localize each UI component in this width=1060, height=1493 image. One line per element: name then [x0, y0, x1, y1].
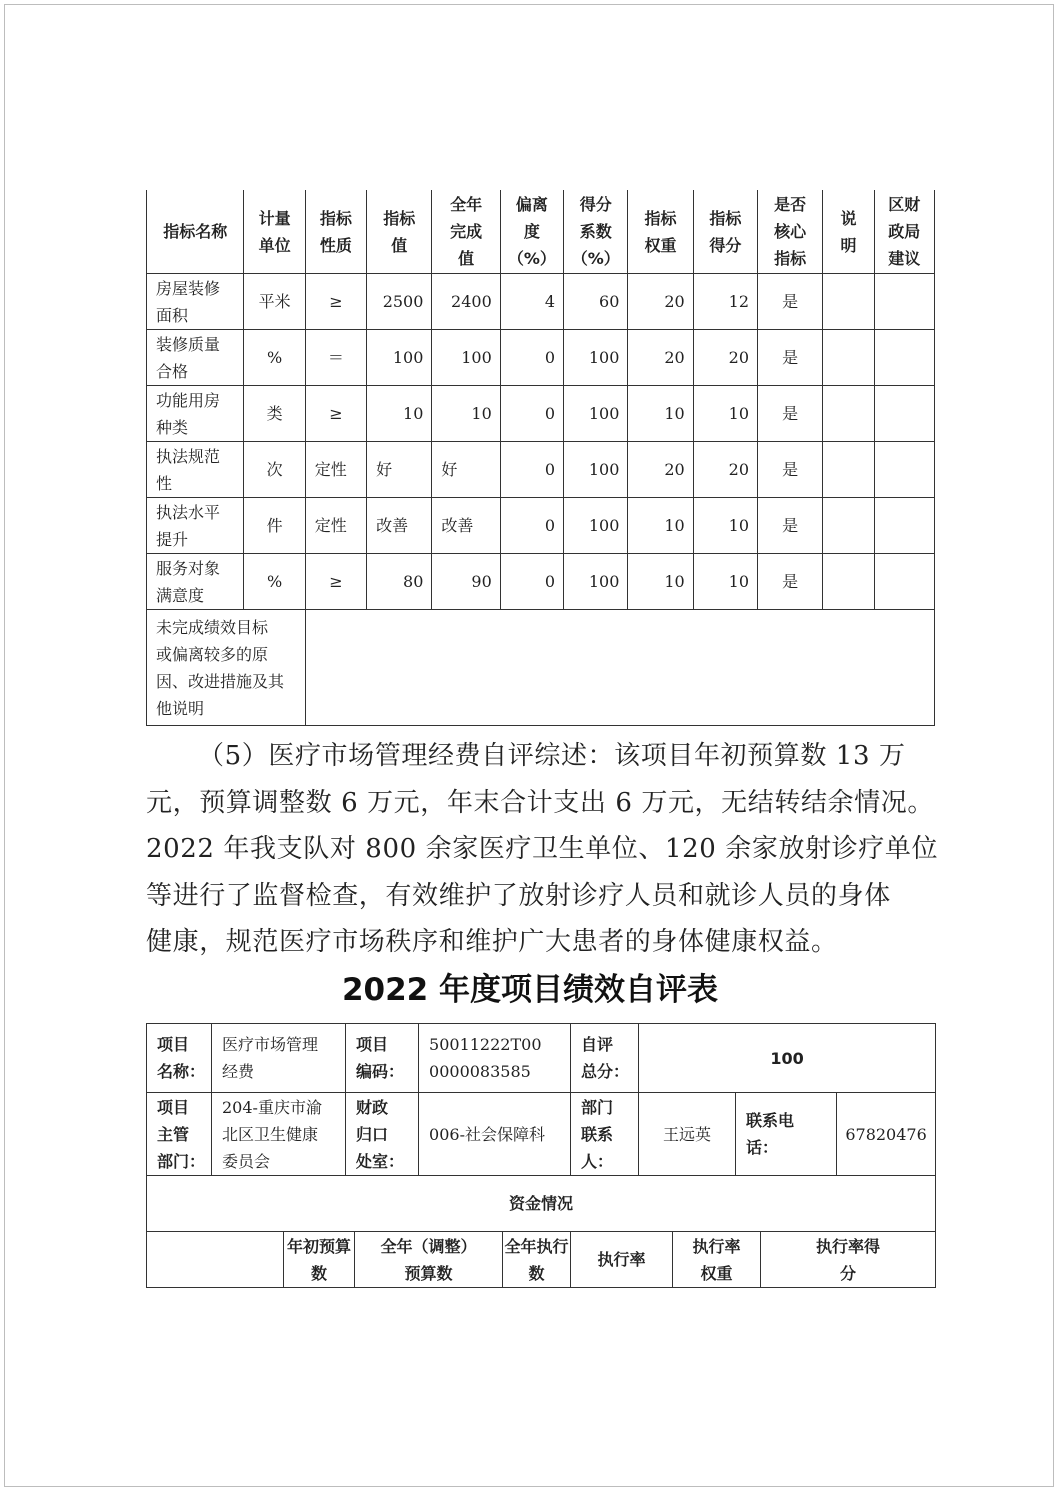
funds-header-initial-budget: 年初预算数 [284, 1232, 355, 1288]
deviation-cell: 0 [500, 498, 563, 554]
note-cell [823, 554, 874, 610]
deviation-cell: 0 [500, 330, 563, 386]
self-evaluation-table-title: 2022 年度项目绩效自评表 [341, 972, 719, 1008]
table-row [147, 442, 935, 498]
score-cell: 12 [693, 274, 757, 330]
unit-cell: 平米 [244, 274, 305, 330]
header-target: 指标 值 [367, 190, 432, 274]
actual-cell: 100 [432, 330, 500, 386]
total-score-value: 100 [639, 1024, 936, 1093]
unit-cell: % [244, 330, 305, 386]
nature-cell: ≥ [305, 386, 366, 442]
target-cell: 100 [367, 330, 432, 386]
score-cell: 20 [693, 330, 757, 386]
funds-header-execution-rate: 执行率 [571, 1232, 673, 1288]
core-cell: 是 [758, 554, 823, 610]
weight-cell: 20 [628, 274, 693, 330]
header-coefficient: 得分 系数 （%） [564, 190, 628, 274]
project-row-1 [147, 1024, 936, 1093]
note-cell [823, 442, 874, 498]
coefficient-cell: 100 [564, 554, 628, 610]
target-cell: 80 [367, 554, 432, 610]
unit-cell: 件 [244, 498, 305, 554]
funds-header-row [147, 1232, 936, 1288]
header-nature: 指标 性质 [305, 190, 366, 274]
finance-office-label: 财政 归口 处室： [346, 1093, 419, 1176]
actual-cell: 2400 [432, 274, 500, 330]
weight-cell: 20 [628, 330, 693, 386]
dept-value: 204-重庆市渝 北区卫生健康 委员会 [212, 1093, 346, 1176]
weight-cell: 10 [628, 498, 693, 554]
unfinished-explanation-label: 未完成绩效目标 或偏离较多的原 因、改进措施及其 他说明 [147, 610, 306, 726]
indicator-name-cell: 装修质量 合格 [147, 330, 244, 386]
funds-header-actual-spend: 全年执行数 [503, 1232, 571, 1288]
project-code-value: 50011222T00 0000083585 [419, 1024, 571, 1093]
header-indicator-name: 指标名称 [147, 190, 244, 274]
coefficient-cell: 100 [564, 498, 628, 554]
coefficient-cell: 100 [564, 330, 628, 386]
indicator-name-cell: 服务对象 满意度 [147, 554, 244, 610]
advice-cell [874, 274, 934, 330]
paragraph-line: 2022 年我支队对 800 余家医疗卫生单位、120 余家放射诊疗单位 [146, 834, 939, 864]
core-cell: 是 [758, 330, 823, 386]
funds-header-rate-score: 执行率得 分 [761, 1232, 936, 1288]
funds-heading: 资金情况 [147, 1176, 936, 1232]
score-cell: 10 [693, 554, 757, 610]
weight-cell: 10 [628, 386, 693, 442]
table-row [147, 274, 935, 330]
core-cell: 是 [758, 498, 823, 554]
nature-cell: 定性 [305, 442, 366, 498]
paragraph-line: 元，预算调整数 6 万元，年末合计支出 6 万元，无结转结余情况。 [146, 787, 934, 818]
deviation-cell: 0 [500, 554, 563, 610]
unit-cell: % [244, 554, 305, 610]
advice-cell [874, 498, 934, 554]
phone-value: 67820476 [837, 1093, 936, 1176]
core-cell: 是 [758, 386, 823, 442]
score-cell: 10 [693, 386, 757, 442]
header-note: 说 明 [823, 190, 874, 274]
actual-cell: 好 [432, 442, 500, 498]
unfinished-explanation-value [305, 610, 934, 726]
table-row [147, 386, 935, 442]
note-cell [823, 274, 874, 330]
deviation-cell: 0 [500, 386, 563, 442]
nature-cell: ≥ [305, 554, 366, 610]
project-evaluation-table [146, 1023, 936, 1288]
core-cell: 是 [758, 274, 823, 330]
note-cell [823, 330, 874, 386]
unit-cell: 类 [244, 386, 305, 442]
target-cell: 10 [367, 386, 432, 442]
finance-office-value: 006-社会保障科 [419, 1093, 571, 1176]
phone-label: 联系电 话： [736, 1093, 837, 1176]
total-score-label: 自评 总分： [571, 1024, 639, 1093]
target-cell: 2500 [367, 274, 432, 330]
header-deviation: 偏离 度 （%） [500, 190, 563, 274]
weight-cell: 20 [628, 442, 693, 498]
nature-cell: ＝ [305, 330, 366, 386]
funds-header-adjusted-budget: 全年（调整） 预算数 [355, 1232, 503, 1288]
indicator-name-cell: 功能用房 种类 [147, 386, 244, 442]
core-cell: 是 [758, 442, 823, 498]
indicator-name-cell: 执法水平 提升 [147, 498, 244, 554]
project-name-label: 项目 名称： [147, 1024, 212, 1093]
indicator-header-row [147, 190, 935, 274]
indicator-footer-row [147, 610, 935, 726]
table-row [147, 498, 935, 554]
advice-cell [874, 386, 934, 442]
header-weight: 指标 权重 [628, 190, 693, 274]
table-row [147, 554, 935, 610]
coefficient-cell: 100 [564, 386, 628, 442]
nature-cell: ≥ [305, 274, 366, 330]
contact-value: 王远英 [639, 1093, 736, 1176]
note-cell [823, 386, 874, 442]
unit-cell: 次 [244, 442, 305, 498]
project-code-label: 项目 编码： [346, 1024, 419, 1093]
header-advice: 区财 政局 建议 [874, 190, 934, 274]
funds-heading-row [147, 1176, 936, 1232]
summary-paragraph [146, 733, 939, 966]
funds-header-blank [147, 1232, 284, 1288]
actual-cell: 改善 [432, 498, 500, 554]
contact-label: 部门 联系 人： [571, 1093, 639, 1176]
indicator-name-cell: 执法规范 性 [147, 442, 244, 498]
deviation-cell: 4 [500, 274, 563, 330]
coefficient-cell: 100 [564, 442, 628, 498]
header-actual: 全年 完成 值 [432, 190, 500, 274]
project-row-2 [147, 1093, 936, 1176]
project-name-value: 医疗市场管理 经费 [212, 1024, 346, 1093]
table-row [147, 330, 935, 386]
indicator-name-cell: 房屋装修 面积 [147, 274, 244, 330]
note-cell [823, 498, 874, 554]
actual-cell: 10 [432, 386, 500, 442]
advice-cell [874, 554, 934, 610]
paragraph-line: 健康，规范医疗市场秩序和维护广大患者的身体健康权益。 [146, 927, 838, 957]
paragraph-line: （5）医疗市场管理经费自评综述：该项目年初预算数 13 万 [198, 741, 906, 771]
header-score: 指标 得分 [693, 190, 757, 274]
dept-label: 项目 主管 部门： [147, 1093, 212, 1176]
advice-cell [874, 330, 934, 386]
paragraph-line: 等进行了监督检查，有效维护了放射诊疗人员和就诊人员的身体 [146, 880, 891, 911]
score-cell: 10 [693, 498, 757, 554]
advice-cell [874, 442, 934, 498]
funds-header-rate-weight: 执行率 权重 [673, 1232, 761, 1288]
coefficient-cell: 60 [564, 274, 628, 330]
target-cell: 好 [367, 442, 432, 498]
score-cell: 20 [693, 442, 757, 498]
weight-cell: 10 [628, 554, 693, 610]
header-core: 是否 核心 指标 [758, 190, 823, 274]
indicator-table [146, 190, 935, 726]
actual-cell: 90 [432, 554, 500, 610]
deviation-cell: 0 [500, 442, 563, 498]
header-unit: 计量 单位 [244, 190, 305, 274]
nature-cell: 定性 [305, 498, 366, 554]
target-cell: 改善 [367, 498, 432, 554]
